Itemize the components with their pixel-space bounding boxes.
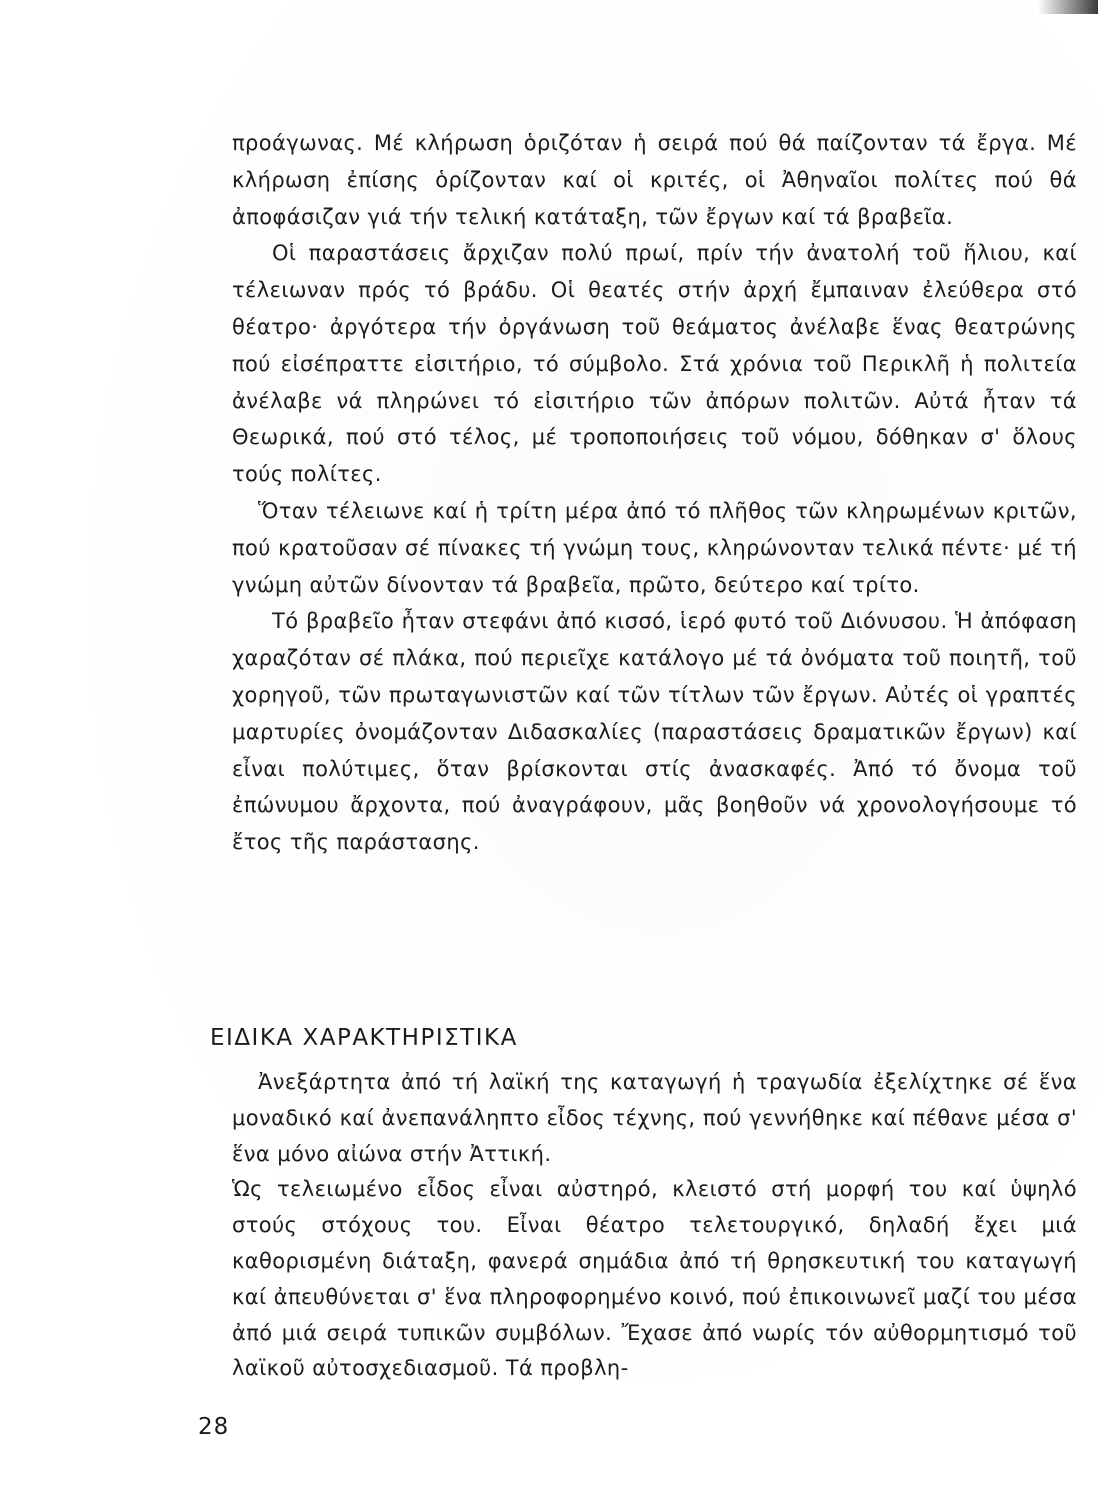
scan-edge-mark (1038, 0, 1098, 14)
section-heading: ΕΙΔΙΚΑ ΧΑΡΑΚΤΗΡΙΣΤΙΚΑ (210, 1025, 518, 1051)
page-number: 28 (198, 1414, 230, 1440)
paragraph-6: Ὡς τελειωμένο εἶδος εἶναι αὐστηρό, κλειστό στή μορφή του καί ὑψηλό στούς στόχους του. Εἶναι θέατρο τελετουργικό, δηλαδή ἔχει μιά καθορισμένη διάταξη, φανερά σημάδια ἀπό τή θρησκευτική του καταγωγή καί ἀπευθύνεται σ' ἕνα πληροφορημένο κοινό, πού ἐπικοινωνεῖ μαζί του μέσα ἀπό μιά σειρά τυπικῶν συμβόλων. Ἔχασε ἀπό νωρίς τόν αὐθορμητισμό τοῦ λαϊκοῦ αὐτοσχεδιασμοῦ. Τά προβλη- (232, 1177, 1077, 1381)
body-text-section-1 (232, 125, 1077, 861)
paragraph-4: Τό βραβεῖο ἦταν στεφάνι ἀπό κισσό, ἱερό φυτό τοῦ Διόνυσου. Ἡ ἀπόφαση χαραζόταν σέ πλάκα, πού περιεῖχε κατάλογο μέ τά ὀνόματα τοῦ ποιητῆ, τοῦ χορηγοῦ, τῶν πρωταγωνιστῶν καί τῶν τίτλων τῶν ἔργων. Αὐτές οἱ γραπτές μαρτυρίες ὀνομάζονταν Διδασκαλίες (παραστάσεις δραματικῶν ἔργων) καί εἶναι πολύτιμες, ὅταν βρίσκονται στίς ἀνασκαφές. Ἀπό τό ὄνομα τοῦ ἐπώνυμου ἄρχοντα, πού ἀναγράφουν, μᾶς βοηθοῦν νά χρονολογήσουμε τό ἔτος τῆς παράστασης. (232, 609, 1077, 855)
paragraph-5: Ἀνεξάρτητα ἀπό τή λαϊκή της καταγωγή ἡ τραγωδία ἐξελίχτηκε σέ ἕνα μοναδικό καί ἀνεπανάληπτο εἶδος τέχνης, πού γεννήθηκε καί πέθανε μέσα σ' ἕνα μόνο αἰώνα στήν Ἀττική. (232, 1070, 1077, 1166)
paragraph-3: Ὅταν τέλειωνε καί ἡ τρίτη μέρα ἀπό τό πλῆθος τῶν κληρωμένων κριτῶν, πού κρατοῦσαν σέ πίνακες τή γνώμη τους, κληρώνονταν τελικά πέντε· μέ τή γνώμη αὐτῶν δίνονταν τά βραβεῖα, πρῶτο, δεύτερο καί τρίτο. (232, 498, 1077, 597)
paragraph-1: προάγωνας. Μέ κλήρωση ὁριζόταν ἡ σειρά πού θά παίζονταν τά ἔργα. Μέ κλήρωση ἐπίσης ὁρίζονταν καί οἱ κριτές, οἱ Ἀθηναῖοι πολίτες πού θά ἀποφάσιζαν γιά τήν τελική κατάταξη, τῶν ἔργων καί τά βραβεῖα. (232, 131, 1077, 229)
body-text-section-2 (232, 1065, 1077, 1387)
paragraph-2: Οἱ παραστάσεις ἄρχιζαν πολύ πρωί, πρίν τήν ἀνατολή τοῦ ἥλιου, καί τέλειωναν πρός τό βράδυ. Οἱ θεατές στήν ἀρχή ἔμπαιναν ἐλεύθερα στό θέατρο· ἀργότερα τήν ὀργάνωση τοῦ θεάματος ἀνέλαβε ἕνας θεατρώνης πού εἰσέπραττε εἰσιτήριο, τό σύμβολο. Στά χρόνια τοῦ Περικλῆ ἡ πολιτεία ἀνέλαβε νά πληρώνει τό εἰσιτήριο τῶν ἀπόρων πολιτῶν. Αὐτά ἦταν τά Θεωρικά, πού στό τέλος, μέ τροποποιήσεις τοῦ νόμου, δόθηκαν σ' ὅλους τούς πολίτες. (232, 241, 1077, 487)
